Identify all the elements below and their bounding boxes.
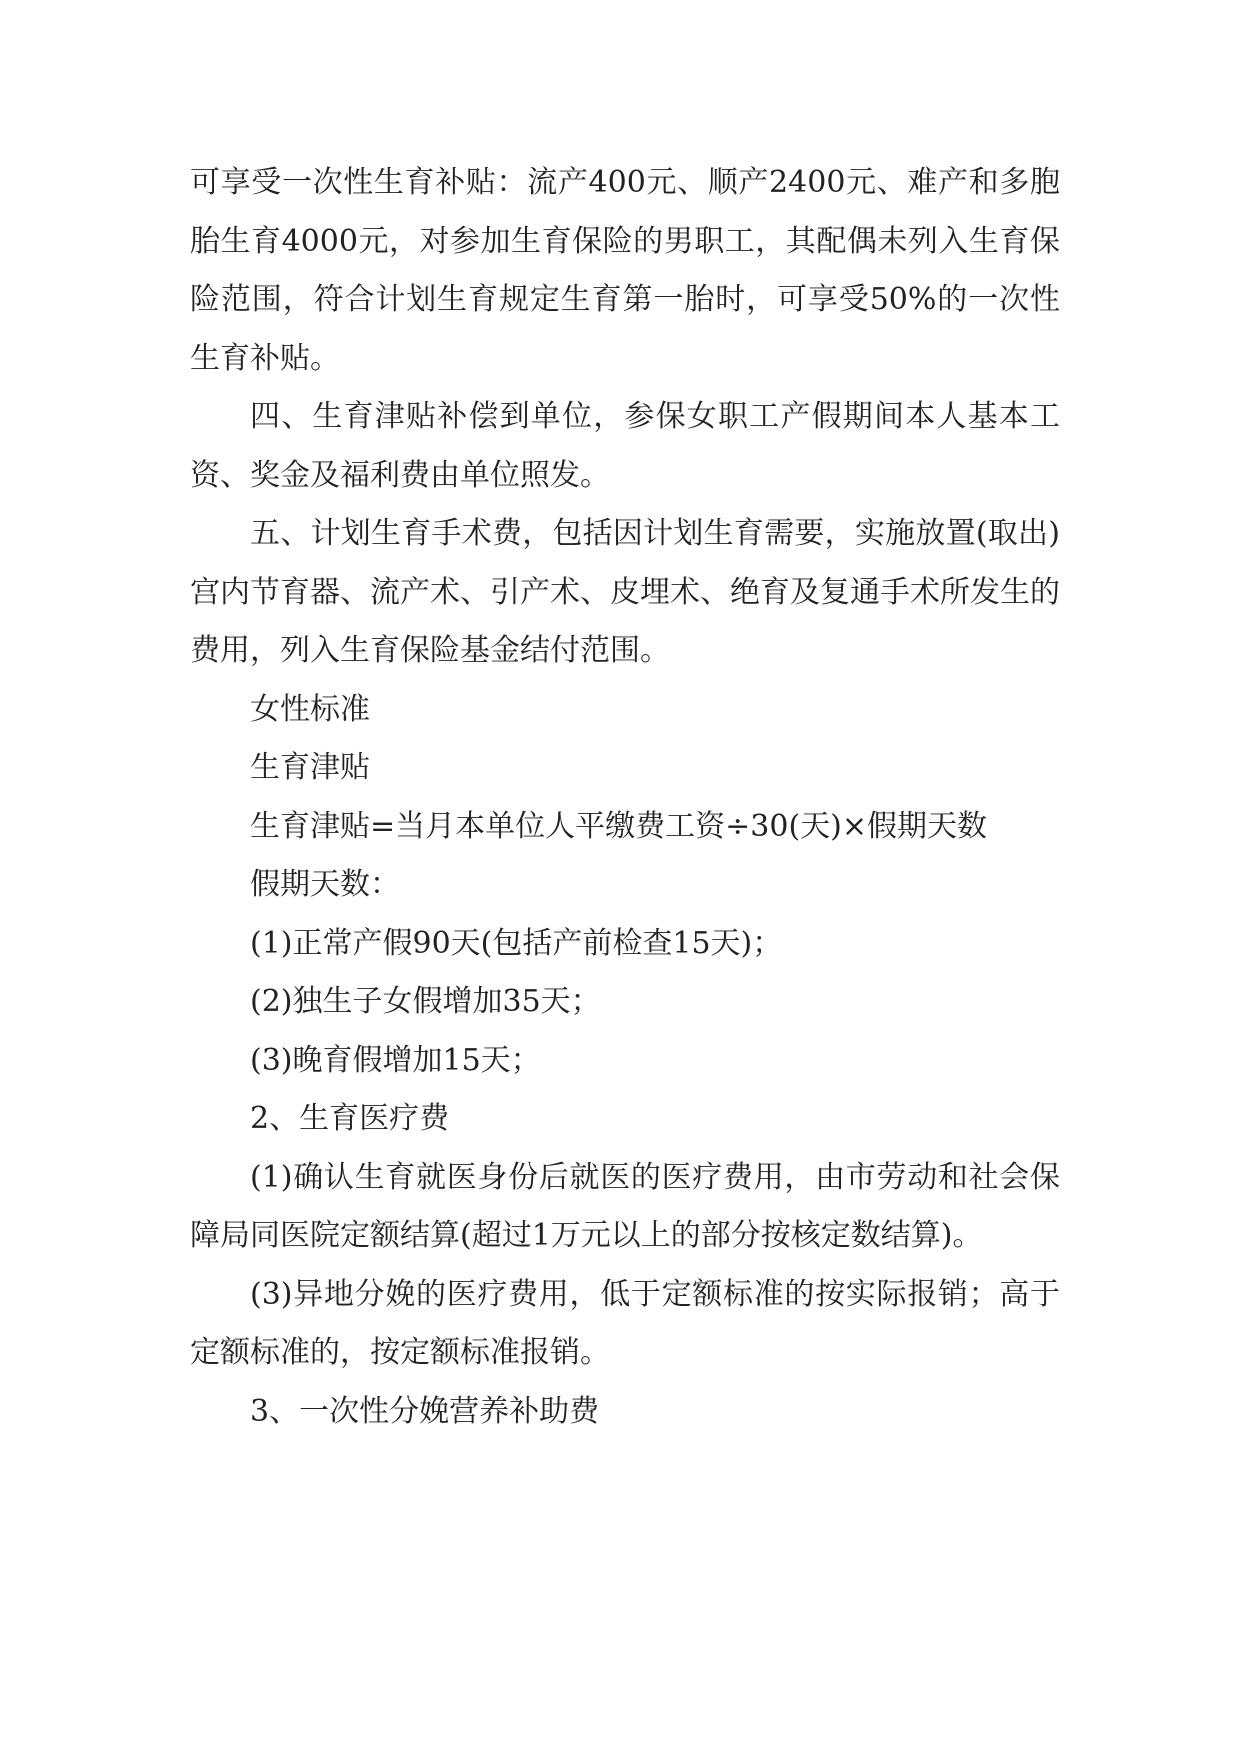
heading-medical-expenses: 2、生育医疗费 bbox=[250, 1101, 450, 1136]
list-item-late-birth-leave: (3)晚育假增加15天； bbox=[250, 1042, 541, 1078]
paragraph-leave-days-label: 假期天数： bbox=[250, 867, 400, 902]
list-item-only-child-leave: (2)独生子女假增加35天； bbox=[250, 984, 601, 1019]
paragraph-surgery-fee: 五、计划生育手术费，包括因计划生育需要，实施放置(取出)宫内节育器、流产术、引产术、皮埋术、绝育及复通手术所发生的费用，列入生育保险基金结付范围。 bbox=[190, 516, 1060, 668]
paragraph-remote-delivery: (3)异地分娩的医疗费用，低于定额标准的按实际报销；高于定额标准的，按定额标准报销。 bbox=[190, 1276, 1060, 1370]
paragraph-medical-settlement: (1)确认生育就医身份后就医的医疗费用，由市劳动和社会保障局同医院定额结算(超过1万元以上的部分按核定数结算)。 bbox=[190, 1159, 1060, 1253]
heading-female-standard: 女性标准 bbox=[250, 691, 370, 727]
document-body bbox=[190, 154, 1060, 1441]
paragraph-maternity-subsidy: 可享受一次性生育补贴：流产400元、顺产2400元、难产和多胞胎生育4000元，对参加生育保险的男职工，其配偶未列入生育保险范围，符合计划生育规定生育第一胎时，可享受50%的一次性生育补贴。 bbox=[190, 165, 1060, 376]
list-item-normal-leave: (1)正常产假90天(包括产前检查15天)； bbox=[250, 925, 783, 961]
paragraph-allowance-compensation: 四、生育津贴补偿到单位，参保女职工产假期间本人基本工资、奖金及福利费由单位照发。 bbox=[190, 399, 1060, 493]
heading-maternity-allowance: 生育津贴 bbox=[250, 750, 370, 785]
paragraph-allowance-formula: 生育津贴=当月本单位人平缴费工资÷30(天)×假期天数 bbox=[250, 808, 987, 844]
heading-nutrition-subsidy: 3、一次性分娩营养补助费 bbox=[250, 1393, 600, 1429]
